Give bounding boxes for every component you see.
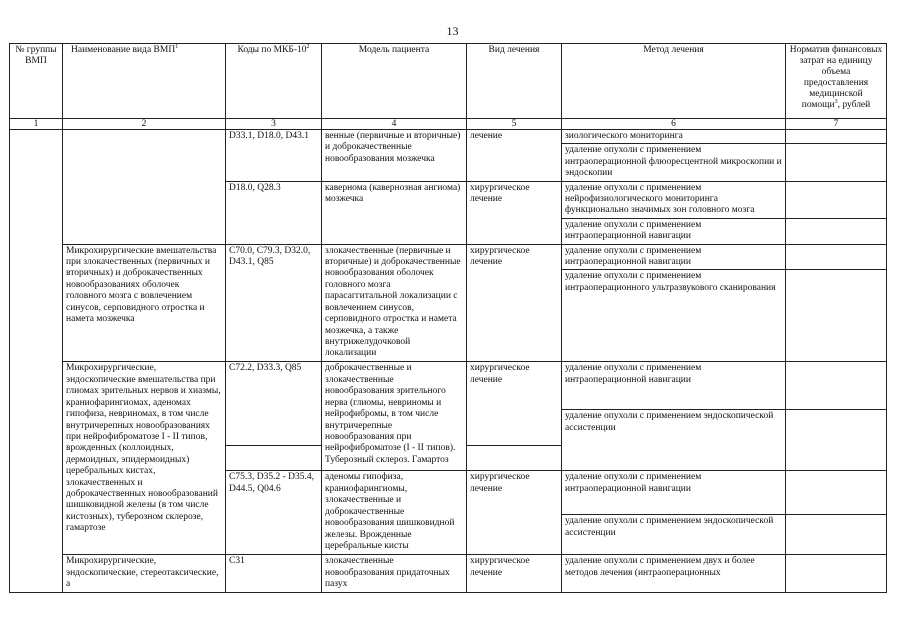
icd-codes-cell: D18.0, Q28.3 [226,181,322,244]
cost-cell [786,130,887,144]
patient-model-cell: злокачественные новообразования придаточных пазух [322,555,467,592]
column-number: 7 [786,119,887,130]
vmp-name-cell [63,130,226,245]
cost-cell [786,244,887,270]
icd-codes-cell: C31 [226,555,322,592]
treatment-method-cell: удаление опухоли с применением интраоперационного ультразвукового сканирования [562,270,786,362]
page-number: 13 [446,24,459,38]
header-treatment-method: Метод лечения [562,44,786,119]
column-number: 1 [10,119,63,130]
treatment-type-cell: лечение [467,130,562,182]
table-row [10,244,887,270]
icd-codes-cell: C75.3, D35.2 - D35.4, D44.5, Q04.6 [226,471,322,555]
treatment-type-cell [467,446,562,471]
cost-cell [786,144,887,181]
treatment-method-cell: удаление опухоли с применением двух и более методов лечения (интраоперационных [562,555,786,592]
cost-cell [786,181,887,218]
treatment-method-cell: удаление опухоли с применением интраоперационной флюоресцентной микроскопии и эндоскопии [562,144,786,181]
cost-cell [786,471,887,515]
vmp-name-cell: Микрохирургические, эндоскопические, стереотаксические, а [63,555,226,592]
treatment-type-cell: хирургическое лечение [467,555,562,592]
cost-cell [786,515,887,555]
treatment-type-cell: хирургическое лечение [467,362,562,446]
header-cost-standard: Норматив финансовых затрат на единицу объема предоставления медицинской помощи$^3$, рублей [786,44,887,119]
treatment-method-cell: удаление опухоли с применением эндоскопической ассистенции [562,515,786,555]
patient-model-cell: венные (первичные и вторичные) и доброкачественные новообразования мозжечка [322,130,467,182]
cost-cell [786,410,887,471]
column-number: 2 [63,119,226,130]
treatment-method-cell: удаление опухоли с применением интраоперационной навигации [562,471,786,515]
treatment-type-cell: хирургическое лечение [467,244,562,362]
cost-cell [786,555,887,592]
header-icd-codes: Коды по МКБ-$10^2$ [226,44,322,119]
treatment-method-cell: зиологического мониторинга [562,130,786,144]
header-vmp-name: Наименование вида ВМП$^1$ [63,44,226,119]
treatment-method-cell: удаление опухоли с применением интраоперационной навигации [562,362,786,410]
column-number: 4 [322,119,467,130]
vmp-name-cell: Микрохирургические, эндоскопические вмешательства при глиомах зрительных нервов и хиазмы, краниофарингиомах, аденомах гипофиза, невриномах, в том числе внутричерепных новообразованиях при нейрофиброматозе I - II типов, врожденных (коллоидных, дермоидных, эпидермоидных) церебральных кистах, злокачественных и доброкачественных новообразований шишковидной железы (в том числе кистозных), туберозном склерозе, гамартозе [63,362,226,555]
table-row [10,130,887,144]
treatment-type-cell: хирургическое лечение [467,471,562,555]
group-number-cell [10,130,63,593]
treatment-method-cell: удаление опухоли с применением нейрофизиологического мониторинга функционально значимых зон головного мозга [562,181,786,218]
cost-cell [786,362,887,410]
table-row [10,362,887,410]
treatment-method-cell: удаление опухоли с применением интраоперационной навигации [562,218,786,244]
column-number: 5 [467,119,562,130]
column-number: 6 [562,119,786,130]
icd-codes-cell: D33.1, D18.0, D43.1 [226,130,322,182]
header-treatment-type: Вид лечения [467,44,562,119]
vmp-table [9,43,887,593]
column-number-row [10,119,887,130]
cost-cell [786,218,887,244]
patient-model-cell: злокачественные (первичные и вторичные) и доброкачественные новообразования оболочек головного мозга парасаггитальной локализации с вовлечением синусов, серповидного отростка и намета мозжечка, а также внутрижелудочковой локализации [322,244,467,362]
table-row [10,555,887,592]
patient-model-cell: аденомы гипофиза, краниофарингиомы, злокачественные и доброкачественные новообразования шишковидной железы. Врожденные церебральные кисты [322,471,467,555]
vmp-name-cell: Микрохирургические вмешательства при злокачественных (первичных и вторичных) и доброкачественных новообразованиях оболочек головного мозга с вовлечением синусов, серповидного отростка и намета мозжечка [63,244,226,362]
icd-codes-cell: C72.2, D33.3, Q85 [226,362,322,446]
icd-codes-cell [226,446,322,471]
patient-model-cell: доброкачественные и злокачественные новообразования зрительного нерва (глиомы, невриномы и нейрофибромы, в том числе внутричерепные новообразования при нейрофиброматозе (I - II типов). Туберозный склероз. Гамартоз [322,362,467,471]
patient-model-cell: кавернома (кавернозная ангиома) мозжечка [322,181,467,244]
cost-cell [786,270,887,362]
column-number: 3 [226,119,322,130]
header-patient-model: Модель пациента [322,44,467,119]
treatment-method-cell: удаление опухоли с применением эндоскопической ассистенции [562,410,786,471]
treatment-method-cell: удаление опухоли с применением интраоперационной навигации [562,244,786,270]
treatment-type-cell: хирургическое лечение [467,181,562,244]
header-group-number: № группы ВМП [10,44,63,119]
table-header-row [10,44,887,119]
icd-codes-cell: C70.0, C79.3, D32.0, D43.1, Q85 [226,244,322,362]
